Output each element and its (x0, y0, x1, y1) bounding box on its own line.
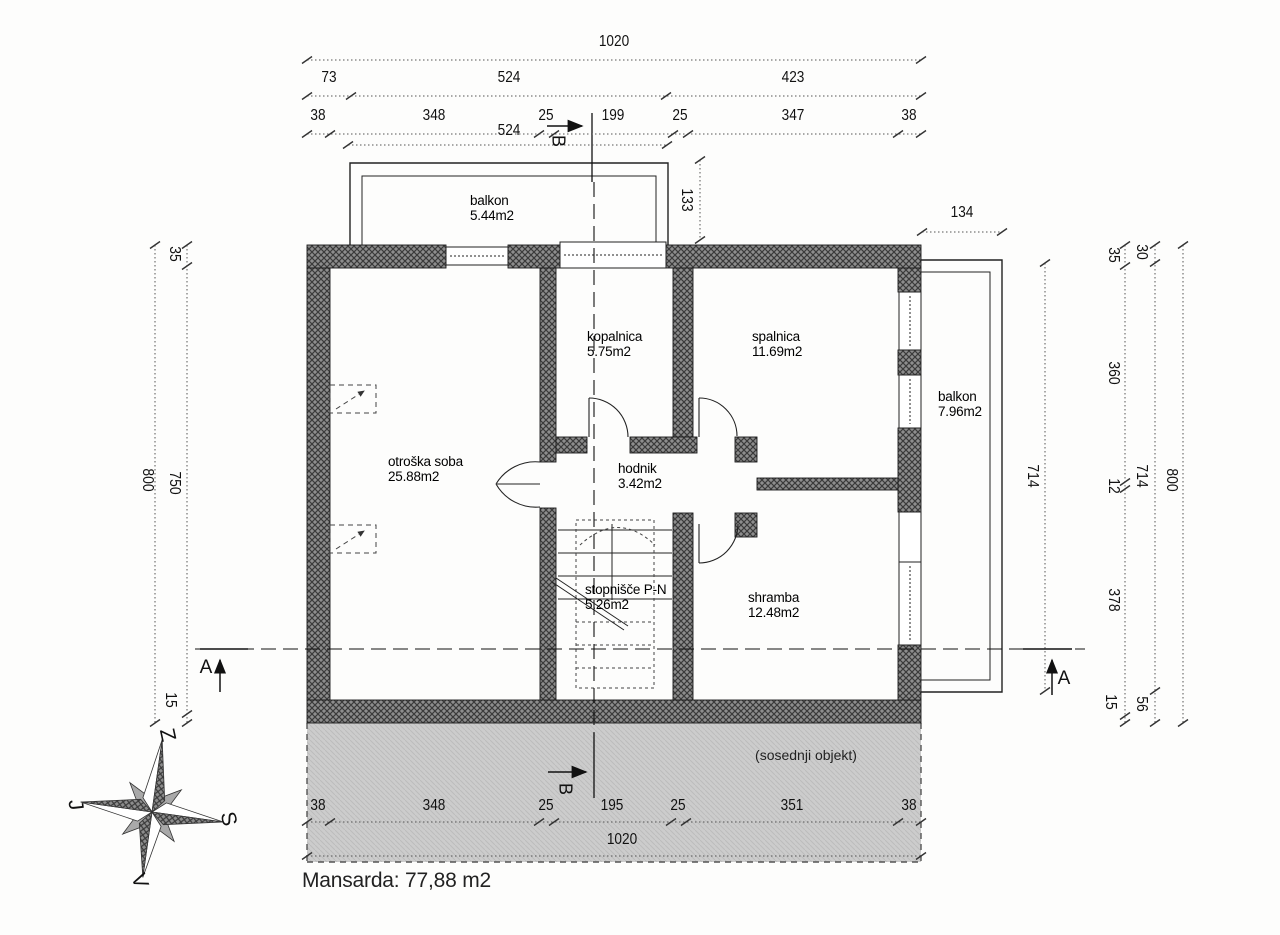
compass-letter-right: S (215, 809, 242, 829)
room-label-spalnica (752, 329, 802, 359)
dim-left-35: 35 (166, 246, 183, 262)
section-label-b-top: B (548, 134, 569, 148)
page-title: Mansarda: 77,88 m2 (302, 869, 492, 892)
dim-top-38a: 38 (310, 107, 326, 124)
dim-top-38b: 38 (901, 107, 917, 124)
room-name: otroška soba (388, 454, 463, 469)
dim-left-750: 750 (166, 471, 183, 495)
dim-bot-25b: 25 (670, 797, 686, 814)
room-name: spalnica (752, 329, 800, 344)
room-name: kopalnica (587, 329, 643, 344)
dim-top-423: 423 (781, 69, 805, 86)
compass-letter-top: Z (154, 726, 181, 744)
compass-letter-left: J (63, 798, 88, 812)
room-name: balkon (470, 193, 509, 208)
dim-right-35: 35 (1105, 247, 1122, 263)
dim-right-30: 30 (1133, 244, 1150, 260)
dim-top-199: 199 (601, 107, 625, 124)
dim-bot-total: 1020 (606, 831, 638, 848)
room-label-balkon-top (470, 193, 514, 223)
room-label-stopnisce (585, 582, 666, 612)
compass-letter-bottom: V (126, 870, 153, 892)
section-label-a-left: A (199, 657, 213, 678)
room-area: 7.96m2 (938, 404, 982, 420)
dim-top-25b: 25 (672, 107, 688, 124)
room-area: 5.26m2 (585, 597, 629, 613)
dim-bot-195: 195 (600, 797, 624, 814)
dim-right-15: 15 (1102, 694, 1119, 710)
room-area: 25.88m2 (388, 469, 440, 485)
door-swings (496, 398, 738, 563)
room-label-balkon-right (938, 389, 982, 419)
section-label-a-right: A (1057, 668, 1071, 689)
dim-top-524: 524 (497, 69, 521, 86)
dim-right-12: 12 (1105, 478, 1122, 494)
skylight-symbols (330, 385, 376, 553)
room-name: stopnišče P-N (585, 582, 667, 597)
room-name: balkon (938, 389, 977, 404)
room-area: 5.44m2 (470, 208, 514, 224)
room-label-otroska-soba (388, 454, 463, 484)
dim-top-total: 1020 (598, 33, 630, 50)
dim-bot-348: 348 (422, 797, 446, 814)
dim-right-714a: 714 (1024, 464, 1041, 488)
dim-top-73: 73 (321, 69, 337, 86)
room-area: 3.42m2 (618, 476, 662, 492)
room-name: shramba (748, 590, 800, 605)
compass-rose (72, 730, 234, 888)
dim-balcony-524: 524 (497, 122, 521, 139)
dim-right-balcony-134: 134 (950, 204, 974, 221)
balcony-right-outline (921, 260, 1002, 692)
dim-bot-38a: 38 (310, 797, 326, 814)
room-label-hodnik (618, 461, 662, 491)
room-label-shramba (748, 590, 799, 620)
room-name: hodnik (618, 461, 657, 476)
room-area: 11.69m2 (752, 344, 803, 360)
section-label-b-bottom: B (555, 782, 576, 796)
dim-top-348: 348 (422, 107, 446, 124)
neighbor-building-label: (sosednji objekt) (755, 747, 857, 763)
dim-top-347: 347 (781, 107, 805, 124)
dim-right-56: 56 (1133, 696, 1150, 712)
dim-left-800: 800 (139, 468, 156, 492)
room-label-kopalnica (587, 329, 642, 359)
room-area: 12.48m2 (748, 605, 800, 621)
dim-bot-25a: 25 (538, 797, 554, 814)
dim-bot-351: 351 (780, 797, 804, 814)
dim-right-714b: 714 (1133, 464, 1150, 488)
dim-right-360: 360 (1105, 361, 1122, 385)
dim-top-25a: 25 (538, 107, 554, 124)
dim-balcony-depth-133: 133 (678, 188, 695, 212)
dim-right-378: 378 (1105, 588, 1122, 612)
dim-right-800: 800 (1163, 468, 1180, 492)
room-area: 5.75m2 (587, 344, 631, 360)
dim-bot-38b: 38 (901, 797, 917, 814)
dim-left-15: 15 (162, 692, 179, 708)
